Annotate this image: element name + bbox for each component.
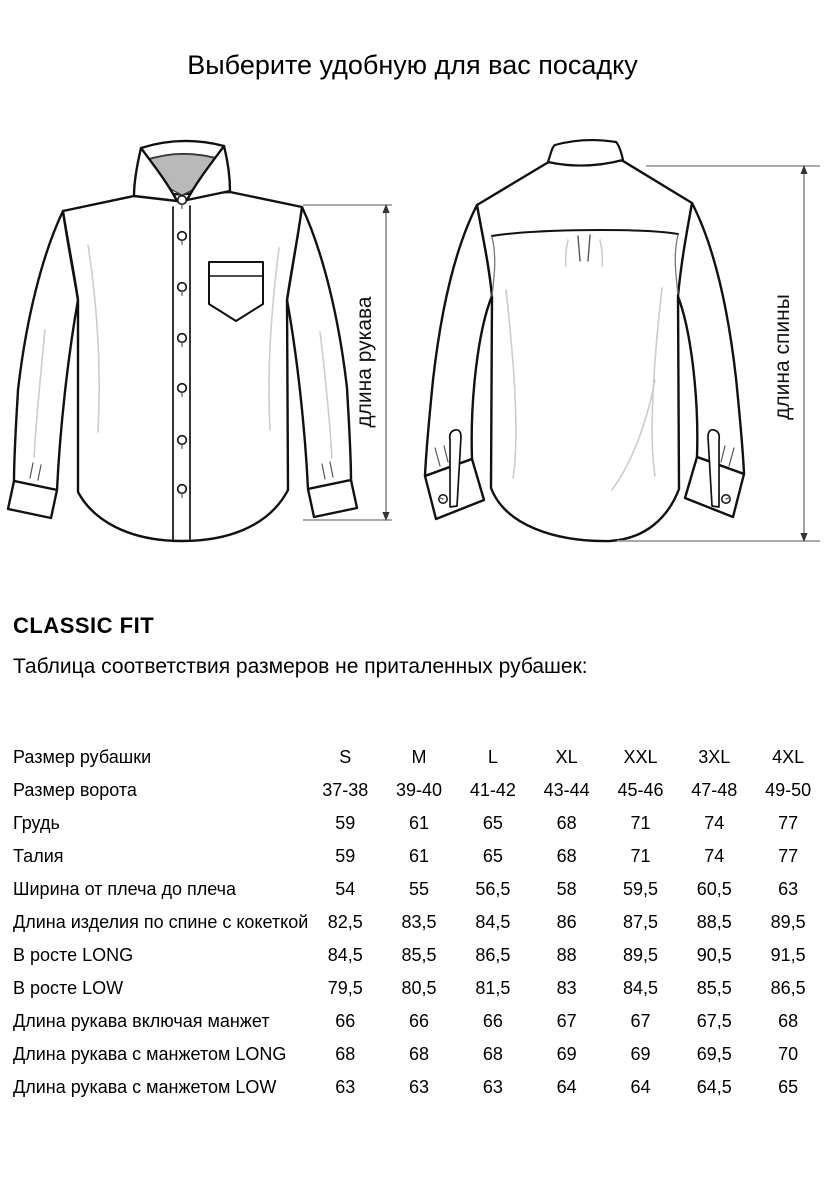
- size-value-cell: 65: [482, 813, 503, 833]
- size-value-cell: 60,5: [696, 879, 732, 899]
- row-label: Талия: [13, 846, 64, 866]
- table-row: [13, 873, 825, 906]
- size-value-cell: 85,5: [401, 945, 437, 965]
- size-value-cell: 81,5: [475, 978, 511, 998]
- back-body: [477, 153, 692, 541]
- table-row: [13, 1005, 825, 1038]
- back-length-label: длина спины: [771, 294, 794, 420]
- size-value-cell: 68: [409, 1044, 430, 1064]
- size-value-cell: 66: [482, 1011, 503, 1031]
- size-value-cell: 49-50: [765, 780, 812, 800]
- size-value-cell: 59: [335, 846, 356, 866]
- button-icon: [722, 495, 730, 503]
- size-value-cell: 80,5: [401, 978, 437, 998]
- size-value-cell: 83: [556, 978, 577, 998]
- size-value-cell: 39-40: [396, 780, 443, 800]
- size-value-cell: 77: [778, 813, 799, 833]
- size-value-cell: 74: [704, 846, 725, 866]
- size-value-cell: 68: [482, 1044, 503, 1064]
- size-value-cell: 71: [630, 813, 651, 833]
- size-value-cell: 59,5: [622, 879, 658, 899]
- size-value-cell: 55: [409, 879, 430, 899]
- size-value-cell: XXL: [623, 747, 658, 767]
- table-row: [13, 906, 825, 939]
- size-value-cell: 70: [778, 1044, 799, 1064]
- size-value-cell: 67: [630, 1011, 651, 1031]
- section-heading: CLASSIC FIT: [13, 613, 155, 638]
- front-shirt-drawing: [8, 141, 357, 541]
- size-value-cell: 69,5: [696, 1044, 732, 1064]
- size-value-cell: 64,5: [696, 1077, 732, 1097]
- table-row: [13, 774, 825, 807]
- size-value-cell: 59: [335, 813, 356, 833]
- size-value-cell: 79,5: [327, 978, 363, 998]
- sleeve-length-label: длина рукава: [353, 296, 376, 428]
- size-value-cell: 68: [556, 846, 577, 866]
- size-value-cell: 63: [409, 1077, 430, 1097]
- size-value-cell: 87,5: [622, 912, 658, 932]
- size-value-cell: 47-48: [691, 780, 738, 800]
- page-title: Выберите удобную для вас посадку: [187, 50, 638, 80]
- size-value-cell: 86,5: [770, 978, 806, 998]
- size-value-cell: L: [487, 747, 498, 767]
- shirt-diagrams: [0, 125, 825, 585]
- size-value-cell: 56,5: [475, 879, 511, 899]
- size-value-cell: 65: [482, 846, 503, 866]
- size-value-cell: 88,5: [696, 912, 732, 932]
- size-value-cell: 86: [556, 912, 577, 932]
- size-value-cell: 64: [630, 1077, 651, 1097]
- table-row: [13, 840, 825, 873]
- table-row: [13, 1071, 825, 1104]
- size-value-cell: 71: [630, 846, 651, 866]
- table-row: [13, 939, 825, 972]
- front-right-sleeve: [287, 207, 351, 489]
- size-value-cell: 69: [556, 1044, 577, 1064]
- size-value-cell: 43-44: [543, 780, 590, 800]
- table-row: [13, 741, 825, 774]
- size-value-cell: M: [411, 747, 427, 767]
- size-value-cell: 69: [630, 1044, 651, 1064]
- row-label: Ширина от плеча до плеча: [13, 879, 237, 899]
- row-label: В росте LOW: [13, 978, 124, 998]
- size-value-cell: S: [339, 747, 352, 767]
- back-shirt-drawing: [425, 140, 744, 541]
- row-label: Длина рукава включая манжет: [13, 1011, 270, 1031]
- row-label: Размер рубашки: [13, 747, 152, 767]
- size-value-cell: 90,5: [696, 945, 732, 965]
- front-left-sleeve: [14, 211, 78, 490]
- front-collar: [134, 141, 230, 201]
- size-value-cell: 67: [556, 1011, 577, 1031]
- size-value-cell: 83,5: [401, 912, 437, 932]
- size-value-cell: 84,5: [622, 978, 658, 998]
- size-value-cell: 66: [335, 1011, 356, 1031]
- size-value-cell: 67,5: [696, 1011, 732, 1031]
- size-value-cell: 89,5: [622, 945, 658, 965]
- size-value-cell: 77: [778, 846, 799, 866]
- table-row: [13, 807, 825, 840]
- size-value-cell: 63: [335, 1077, 356, 1097]
- size-value-cell: XL: [555, 747, 578, 767]
- size-value-cell: 63: [482, 1077, 503, 1097]
- size-value-cell: 82,5: [327, 912, 363, 932]
- size-value-cell: 3XL: [698, 747, 731, 767]
- size-value-cell: 88: [556, 945, 577, 965]
- size-value-cell: 37-38: [322, 780, 369, 800]
- row-label: Размер ворота: [13, 780, 137, 800]
- button-icon: [439, 495, 447, 503]
- size-value-cell: 65: [778, 1077, 799, 1097]
- size-value-cell: 91,5: [770, 945, 806, 965]
- table-row: [13, 1038, 825, 1071]
- table-caption: Таблица соответствия размеров не приталенных рубашек:: [13, 655, 588, 678]
- size-value-cell: 84,5: [475, 912, 511, 932]
- size-value-cell: 61: [409, 846, 430, 866]
- row-label: Длина рукава с манжетом LONG: [13, 1044, 287, 1064]
- row-label: В росте LONG: [13, 945, 134, 965]
- row-label: Длина рукава с манжетом LOW: [13, 1077, 277, 1097]
- size-value-cell: 63: [778, 879, 799, 899]
- size-value-cell: 84,5: [327, 945, 363, 965]
- size-value-cell: 4XL: [772, 747, 805, 767]
- row-label: Длина изделия по спине с кокеткой: [13, 912, 309, 932]
- size-value-cell: 41-42: [469, 780, 516, 800]
- size-value-cell: 86,5: [475, 945, 511, 965]
- size-value-cell: 45-46: [617, 780, 664, 800]
- size-value-cell: 68: [556, 813, 577, 833]
- size-value-cell: 85,5: [696, 978, 732, 998]
- back-collar: [548, 140, 623, 165]
- size-value-cell: 68: [335, 1044, 356, 1064]
- size-value-cell: 89,5: [770, 912, 806, 932]
- row-label: Грудь: [13, 813, 60, 833]
- table-row: [13, 972, 825, 1005]
- size-value-cell: 54: [335, 879, 356, 899]
- size-value-cell: 58: [556, 879, 577, 899]
- size-value-cell: 64: [556, 1077, 577, 1097]
- size-value-cell: 68: [778, 1011, 799, 1031]
- size-value-cell: 74: [704, 813, 725, 833]
- size-value-cell: 61: [409, 813, 430, 833]
- size-table: [13, 741, 825, 1104]
- size-value-cell: 66: [409, 1011, 430, 1031]
